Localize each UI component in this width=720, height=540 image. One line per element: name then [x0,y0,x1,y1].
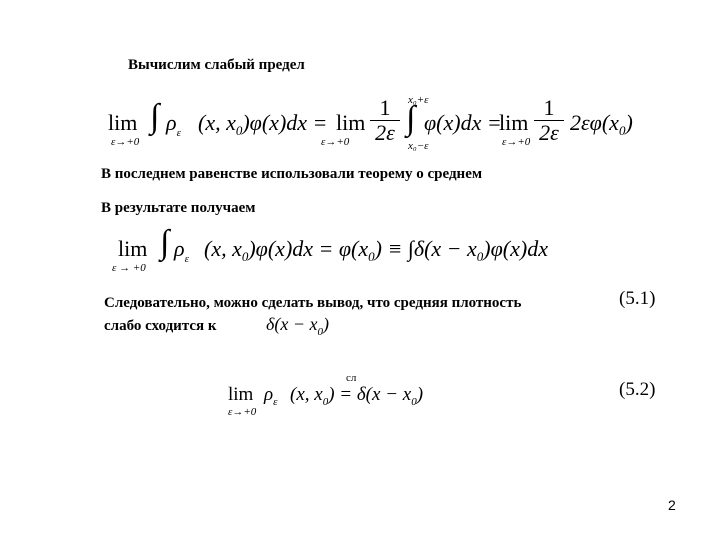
upper-limit: x₀+ε [408,94,429,106]
expr-2: φ(x)dx = [424,110,502,135]
lim-sub-5: ε→+0 [228,406,257,418]
page-number: 2 [668,497,676,513]
lower-limit: x₀−ε [408,140,429,152]
lim-1: lim [108,110,138,135]
formula-weak-convergence [228,368,488,428]
rho-3: $\rho_\varepsilon$ [264,384,278,408]
formula-result [112,224,632,280]
heading: Вычислим слабый предел [128,57,305,73]
delta-expression: $\delta(x - x_0)$ [266,314,329,338]
expr-1: (x, $x_0)\varphi(x)dx$ = [198,110,328,138]
lim-sub-4: ε → +0 [112,262,146,274]
rho-1: $\rho_\varepsilon$ [166,110,181,139]
theorem-note: В последнем равенстве использовали теорему о среднем [101,166,483,182]
lim-3: lim [499,110,529,135]
lim-sub-1: ε→+0 [111,136,140,148]
fraction-2: $\frac{1}{2\varepsilon}$ [534,96,564,145]
fraction-1: $\frac{1}{2\varepsilon}$ [370,96,400,145]
lim-sub-3: ε→+0 [502,136,531,148]
integral-1: ∫ [150,98,160,135]
equation-label-5-2: (5.2) [619,379,656,400]
conclusion-line-2: слабо сходится к [104,318,217,334]
expr-3: $2\varepsilon\varphi(x_0)$ [570,110,633,138]
expr-4: (x, $x_0)\varphi(x)dx = \varphi(x_0) \equiv \int\delta(x - x_0)\varphi(x)dx$ [204,236,548,264]
conclusion-line-1: Следовательно, можно сделать вывод, что средняя плотность [104,295,522,311]
lim-sub-2: ε→+0 [321,136,350,148]
lim-5: lim [228,384,254,405]
expr-5: (x, $x_0) = \delta(x - x_0)$ [290,384,424,408]
rho-2: $\rho_\varepsilon$ [174,236,189,265]
weak-convergence-label: сл [346,372,357,384]
lim-4: lim [118,236,148,261]
integral-3: ∫ [160,224,170,261]
formula-weak-limit [108,96,648,156]
lim-2: lim [336,110,366,135]
result-intro: В результате получаем [101,200,256,216]
integral-2: ∫ [406,100,416,137]
equation-label-5-1: (5.1) [619,288,656,309]
